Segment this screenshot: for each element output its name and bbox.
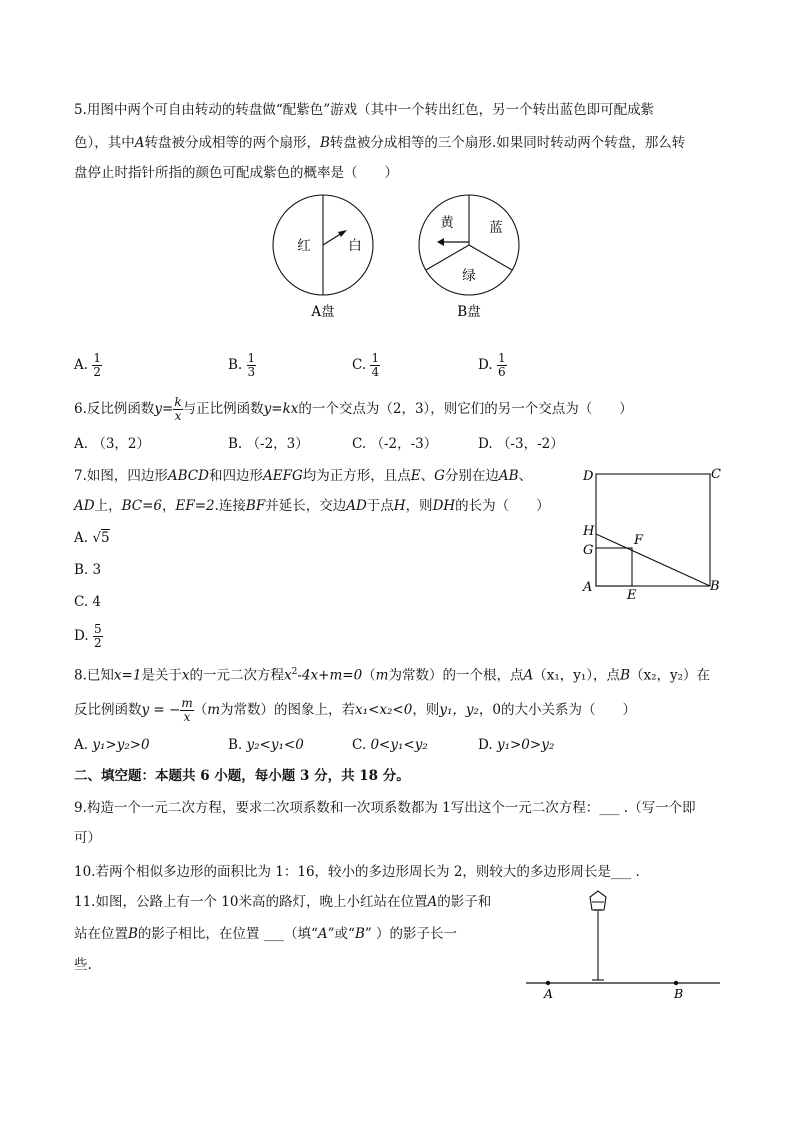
q6-text: 的一个交点为（2，3），则它们的另一个交点为（ ） — [298, 401, 633, 417]
q10-stem: 10.若两个相似多边形的面积比为 1：16，较小的多边形周长为 2，则较大的多边形周长是___ . — [74, 864, 640, 880]
q8-option-d[interactable]: D. y₁>0>y₂ — [478, 737, 555, 753]
q5-option-a[interactable] — [74, 352, 102, 379]
q11-streetlamp-figure — [522, 888, 724, 1003]
square-aefg — [596, 548, 632, 586]
disk-b-label-blue: 蓝 — [489, 220, 503, 236]
q8-line2: 反比例函数y = − $\frac{m}{x}$ （m为常数）的图象上，若x₁<x₂<0，则y₁，y₂，0的大小关系为（ ） — [74, 696, 636, 724]
q7-option-d[interactable]: D. $\frac{5}{2}$ — [74, 622, 102, 650]
label-h: H — [583, 524, 595, 539]
q6-option-d[interactable]: D. （-3，-2） — [478, 436, 564, 452]
q8-option-b[interactable]: B. y₂<y₁<0 — [228, 737, 304, 753]
q7-option-b[interactable]: B. 3 — [74, 562, 102, 578]
option-label: B. — [228, 357, 243, 373]
label-b: B — [710, 579, 720, 594]
q8-line1: 8.已知x=1是关于x的一元二次方程$x^2-4x+m=0(m$为常数）的一个根，点A（x₁，y₁），点B（x₂，y₂）在 — [74, 667, 711, 684]
option-label: C. — [352, 357, 367, 373]
lamp-icon — [590, 891, 606, 910]
disk-b-pointer-arrowhead — [437, 238, 444, 246]
label-f: F — [634, 533, 644, 548]
fraction: $\frac{1}{2}$ — [93, 351, 101, 379]
disk-a-label-white: 白 — [348, 238, 362, 254]
disk-a-pointer — [323, 233, 342, 245]
fraction: $\frac{1}{6}$ — [497, 351, 506, 379]
q7-option-c[interactable]: C. 4 — [74, 594, 102, 610]
q6-text: 6.反比例函数 — [74, 401, 155, 417]
q5-line1: 5.用图中两个可自由转动的转盘做“配紫色”游戏（其中一个转出红色，另一个转出蓝色即可配成紫 — [74, 102, 655, 118]
q5-line2 — [74, 133, 685, 153]
q9-line1: 9.构造一个一元二次方程，要求二次项系数和一次项系数都为 1写出这个一元二次方程：___ .（写一个即 — [74, 800, 696, 816]
label-b: B — [674, 986, 684, 1001]
fraction: $\frac{5}{2}$ — [93, 622, 102, 650]
q5-text: 色），其中 — [74, 135, 135, 151]
label-a: A — [583, 580, 593, 595]
section-heading: 二、填空题：本题共 6 小题，每小题 3 分，共 18 分。 — [74, 768, 410, 784]
label-c: C — [711, 467, 721, 482]
q8-option-a[interactable]: A. y₁>y₂>0 — [74, 737, 150, 753]
fraction-m-over-x: $\frac{m}{x}$ — [181, 696, 193, 724]
fraction-k-over-x: $\frac{k}{x}$ — [174, 395, 182, 423]
q9-line2: 可） — [74, 830, 101, 846]
q6-var-y: y — [154, 401, 163, 417]
disk-a-caption: A盘 — [311, 304, 335, 320]
q7-squares-figure — [575, 462, 725, 602]
fraction: $\frac{1}{3}$ — [247, 351, 256, 379]
disk-b-label-yellow: 黄 — [440, 215, 454, 231]
q5-option-d[interactable] — [478, 352, 507, 379]
q11-line3: 些. — [74, 957, 92, 973]
disk-b-label-green: 绿 — [462, 268, 476, 284]
q6-eq: = — [162, 401, 174, 417]
point-a — [546, 981, 550, 985]
q6-option-c[interactable]: C. （-2，-3） — [352, 436, 438, 452]
q8-option-c[interactable]: C. 0<y₁<y₂ — [352, 737, 428, 753]
disk-b-caption: B盘 — [457, 304, 481, 320]
q6-option-b[interactable]: B. （-2，3） — [228, 436, 309, 452]
label-g: G — [583, 543, 594, 558]
label-e: E — [627, 588, 637, 602]
q6-option-a[interactable]: A. （3，2） — [74, 436, 151, 452]
q11-line1: 11.如图，公路上有一个 10米高的路灯，晚上小红站在位置A的影子和 — [74, 894, 492, 910]
option-label: D. — [478, 357, 493, 373]
q5-option-c[interactable] — [352, 352, 380, 379]
q5-var-B: B — [320, 135, 330, 151]
square-abcd — [596, 474, 710, 586]
label-d: D — [583, 469, 594, 484]
q5-line3: 盘停止时指针所指的颜色可配成紫色的概率是（ ） — [74, 165, 398, 181]
sqrt-icon: √ — [92, 530, 101, 546]
q7-option-a[interactable]: A. √5 — [74, 530, 110, 546]
disk-b-divider-left — [426, 245, 469, 270]
q6-linear: y=kx — [263, 401, 299, 417]
q6-stem — [74, 396, 633, 423]
q5-option-b[interactable] — [228, 352, 256, 379]
q6-text: 与正比例函数 — [182, 401, 264, 417]
q5-text: 转盘被分成相等的两个扇形， — [144, 135, 320, 151]
q5-text: 转盘被分成相等的三个扇形.如果同时转动两个转盘，那么转 — [329, 135, 686, 151]
disk-a-pointer-arrowhead — [338, 230, 347, 237]
disk-b-divider-right — [469, 245, 512, 270]
q7-line1: 7.如图，四边形ABCD和四边形AEFG均为正方形，且点E、G分别在边AB、 — [74, 468, 533, 484]
line-bh — [596, 534, 710, 586]
q7-line2: AD上，BC=6，EF=2.连接BF并延长，交边AD于点H，则DH的长为（ ） — [74, 498, 550, 514]
point-b — [674, 981, 678, 985]
disk-a-label-red: 红 — [297, 238, 311, 254]
q11-line2: 站在位置B的影子相比，在位置 ___（填“A”或“B” ）的影子长一 — [74, 926, 458, 942]
fraction: $\frac{1}{4}$ — [371, 351, 380, 379]
q5-spinners-figure — [262, 190, 537, 325]
q5-var-A: A — [134, 135, 145, 151]
option-label: A. — [74, 357, 89, 373]
label-a: A — [544, 986, 554, 1001]
